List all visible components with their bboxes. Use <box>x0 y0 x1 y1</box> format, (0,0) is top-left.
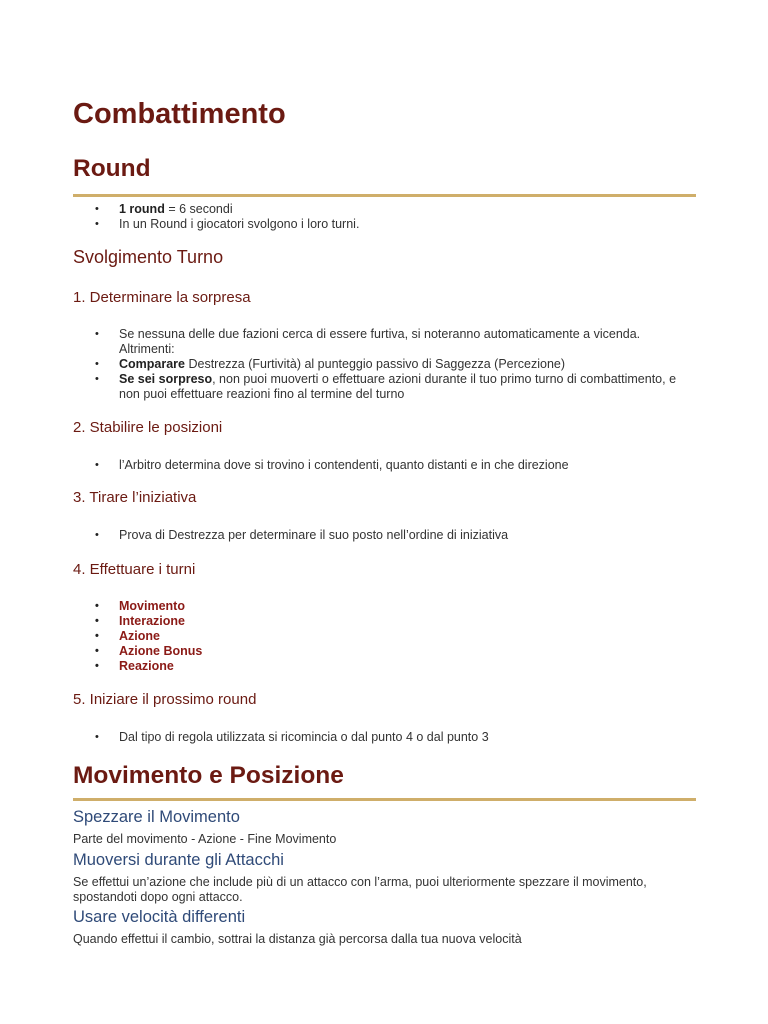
paragraph: Quando effettui il cambio, sottrai la distanza già percorsa dalla tua nuova velocità <box>73 932 522 946</box>
section-heading-movimento: Movimento e Posizione <box>73 762 344 789</box>
step-list <box>73 458 696 473</box>
subsection-heading: Usare velocità differenti <box>73 908 246 926</box>
list-item: • Se sei sorpreso, non puoi muoverti o effettuare azioni durante il tuo primo turno di combattimento, e non puoi effettuare reazioni fino al termine del turno <box>73 372 696 402</box>
step-list <box>73 730 696 745</box>
list-item: • Prova di Destrezza per determinare il suo posto nell’ordine di iniziativa <box>73 528 696 543</box>
subsection-heading: Spezzare il Movimento <box>73 808 240 826</box>
subsection-heading: Muoversi durante gli Attacchi <box>73 851 284 869</box>
list-item: • Azione <box>73 629 696 644</box>
step-list <box>73 528 696 543</box>
round-list <box>73 202 696 232</box>
list-item: • Reazione <box>73 659 696 674</box>
subsection-heading-turno: Svolgimento Turno <box>73 247 224 267</box>
section-heading-round: Round <box>73 155 151 182</box>
step-title: 1. Determinare la sorpresa <box>73 289 251 306</box>
step-title: 4. Effettuare i turni <box>73 561 196 578</box>
step-list <box>73 327 696 402</box>
page-title: Combattimento <box>73 98 286 130</box>
list-item: • Interazione <box>73 614 696 629</box>
step-title: 3. Tirare l’iniziativa <box>73 489 197 506</box>
section-divider <box>73 194 696 197</box>
list-item: • 1 round = 6 secondi <box>73 202 696 217</box>
list-item: • Movimento <box>73 599 696 614</box>
section-divider <box>73 798 696 801</box>
list-item: • In un Round i giocatori svolgono i loro turni. <box>73 217 696 232</box>
list-item: • Dal tipo di regola utilizzata si ricomincia o dal punto 4 o dal punto 3 <box>73 730 696 745</box>
step-title: 2. Stabilire le posizioni <box>73 419 223 436</box>
list-item: • Comparare Destrezza (Furtività) al punteggio passivo di Saggezza (Percezione) <box>73 357 696 372</box>
turn-phases-list <box>73 599 696 674</box>
list-item: • Se nessuna delle due fazioni cerca di essere furtiva, si noteranno automaticamente a vicenda. Altrimenti: <box>73 327 696 357</box>
list-item: • Azione Bonus <box>73 644 696 659</box>
step-title: 5. Iniziare il prossimo round <box>73 691 257 708</box>
list-item: • l’Arbitro determina dove si trovino i contendenti, quanto distanti e in che direzione <box>73 458 696 473</box>
paragraph: Parte del movimento - Azione - Fine Movimento <box>73 832 337 846</box>
paragraph: Se effettui un’azione che include più di un attacco con l’arma, puoi ulteriormente spezzare il movimento, spostandoti dopo ogni attacco. <box>73 875 647 904</box>
